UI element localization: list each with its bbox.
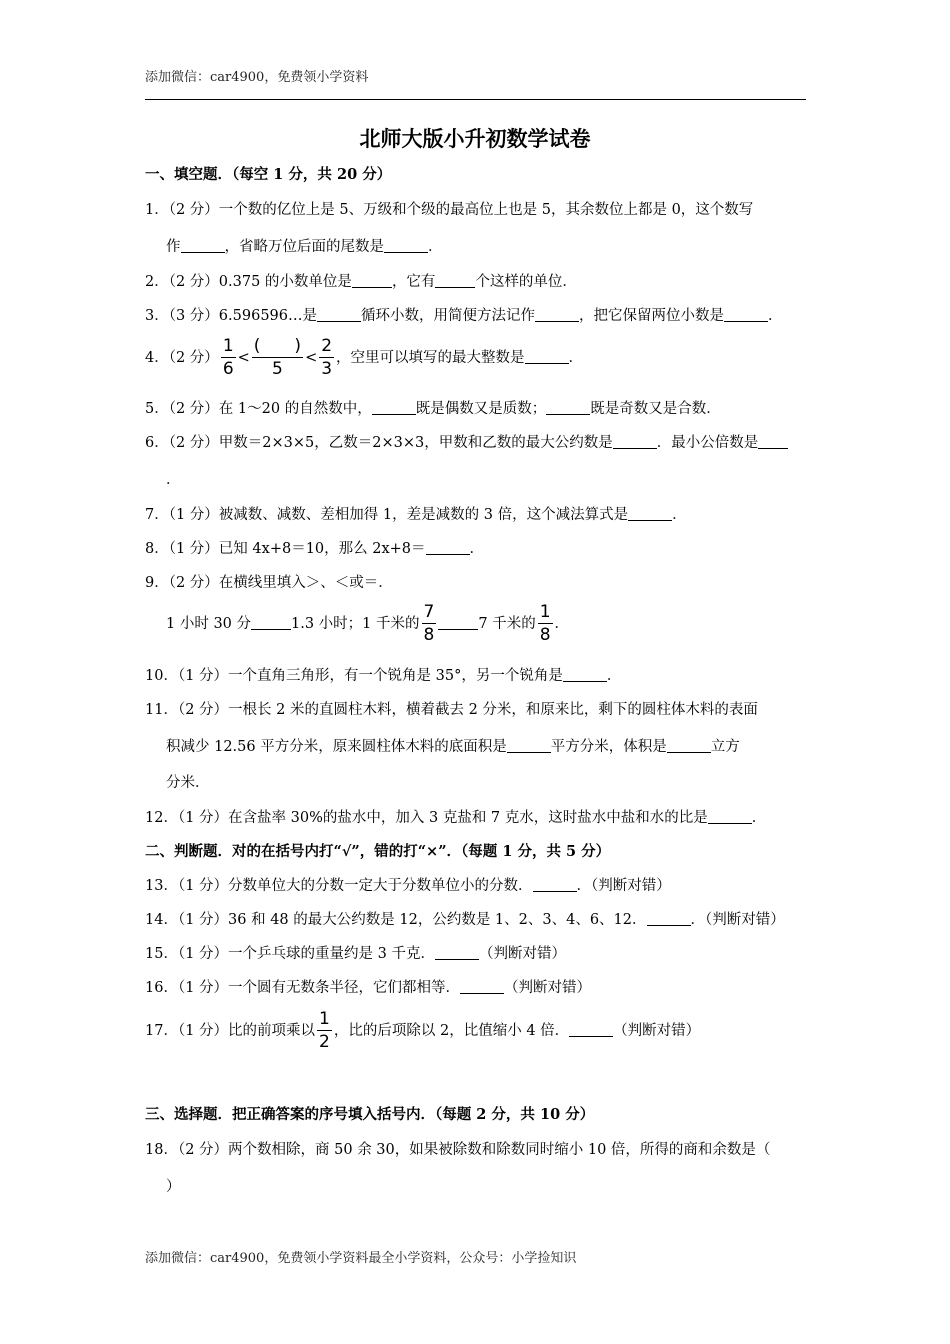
question-18-line-2: ） bbox=[166, 1179, 181, 1195]
fraction: $\frac{1}{2}$ bbox=[319, 1009, 330, 1052]
question-11-line-3: 分米． bbox=[166, 775, 210, 791]
answer-blank[interactable] bbox=[317, 307, 361, 322]
answer-blank[interactable] bbox=[372, 400, 416, 415]
section-fill-heading: 一、填空题．（每空 1 分，共 20 分） bbox=[145, 166, 392, 183]
question-6-line-1: 6．（2 分）甲数＝2×3×5，乙数＝2×3×3，甲数和乙数的最大公约数是 ．最小公倍数是 bbox=[145, 431, 788, 452]
answer-blank[interactable] bbox=[384, 238, 428, 253]
answer-blank[interactable] bbox=[628, 506, 672, 521]
question-1-line-2: 作 ，省略万位后面的尾数是 ． bbox=[166, 239, 443, 255]
answer-blank[interactable] bbox=[435, 945, 479, 960]
question-11-line-1: 11．（2 分）一根长 2 米的直圆柱木料，横着截去 2 分米，和原来比，剩下的圆柱体木料的表面 bbox=[145, 702, 758, 718]
answer-blank[interactable] bbox=[426, 540, 470, 555]
answer-blank[interactable] bbox=[181, 238, 225, 253]
footer-note: 添加微信：car4900，免费领小学资料最全小学资料，公众号：小学捡知识 bbox=[145, 1251, 577, 1266]
question-12: 12．（1 分）在含盐率 30%的盐水中，加入 3 克盐和 7 克水，这时盐水中盐和水的比是 ． bbox=[145, 810, 767, 826]
answer-blank[interactable] bbox=[525, 349, 569, 364]
answer-blank[interactable] bbox=[460, 979, 504, 994]
question-13: 13．（1 分）分数单位大的分数一定大于分数单位小的分数． ．（判断对错） bbox=[145, 878, 671, 894]
page-title: 北师大版小升初数学试卷 bbox=[359, 126, 591, 151]
question-2: 2．（2 分）0.375 的小数单位是 ，它有 个这样的单位． bbox=[145, 274, 577, 290]
question-9-line-1: 9．（2 分）在横线里填入＞、＜或＝． bbox=[145, 575, 393, 591]
question-11-line-2: 积减少 12.56 平方分米，原来圆柱体木料的底面积是 平方分米，体积是 立方 bbox=[166, 739, 740, 755]
question-18-line-1: 18．（2 分）两个数相除，商 50 余 30，如果被除数和除数同时缩小 10 倍，所得的商和余数是（ bbox=[145, 1142, 771, 1158]
answer-blank[interactable] bbox=[507, 738, 551, 753]
answer-blank[interactable] bbox=[724, 307, 768, 322]
answer-blank[interactable] bbox=[758, 434, 788, 449]
answer-blank[interactable] bbox=[667, 738, 711, 753]
section-choice-heading: 三、选择题．把正确答案的序号填入括号内．（每题 2 分，共 10 分） bbox=[145, 1106, 595, 1123]
answer-blank[interactable] bbox=[251, 615, 291, 630]
question-4: 4．（2 分） $\frac{1}{6}$ < $\frac{( )}{5}$ < $\frac{2}{3}$ ，空里可以填写的最大整数是 ． bbox=[145, 336, 584, 379]
question-5: 5．（2 分）在 1～20 的自然数中， 既是偶数又是质数； 既是奇数又是合数． bbox=[145, 401, 721, 417]
fraction-blank[interactable]: $\frac{( )}{5}$ bbox=[253, 336, 302, 379]
fraction: $\frac{2}{3}$ bbox=[321, 336, 333, 379]
question-8: 8．（1 分）已知 4x+8＝10，那么 2x+8＝ ． bbox=[145, 541, 485, 557]
answer-blank[interactable] bbox=[647, 911, 691, 926]
answer-blank[interactable] bbox=[352, 273, 392, 288]
question-10: 10．（1 分）一个直角三角形，有一个锐角是 35°，另一个锐角是 ． bbox=[145, 668, 622, 684]
answer-blank[interactable] bbox=[569, 1022, 613, 1037]
section-judge-heading: 二、判断题．对的在括号内打“√”，错的打“×”．（每题 1 分，共 5 分） bbox=[145, 843, 611, 860]
fraction: $\frac{1}{8}$ bbox=[539, 602, 551, 645]
answer-blank[interactable] bbox=[708, 809, 752, 824]
answer-blank[interactable] bbox=[546, 400, 590, 415]
header-divider bbox=[145, 99, 806, 100]
question-7: 7．（1 分）被减数、减数、差相加得 1，差是减数的 3 倍，这个减法算式是 ． bbox=[145, 507, 687, 523]
question-16: 16．（1 分）一个圆有无数条半径，它们都相等． （判断对错） bbox=[145, 980, 592, 996]
answer-blank[interactable] bbox=[613, 434, 657, 449]
answer-blank[interactable] bbox=[563, 667, 607, 682]
answer-blank[interactable] bbox=[533, 877, 577, 892]
question-6-line-2: ． bbox=[166, 472, 181, 488]
question-17: 17．（1 分）比的前项乘以 $\frac{1}{2}$ ，比的后项除以 2，比值缩小 4 倍． （判断对错） bbox=[145, 1009, 701, 1052]
answer-blank[interactable] bbox=[535, 307, 579, 322]
fraction: $\frac{1}{6}$ bbox=[222, 336, 234, 379]
fraction: $\frac{7}{8}$ bbox=[423, 602, 435, 645]
question-3: 3．（3 分）6.596596…是 循环小数，用简便方法记作 ，把它保留两位小数是 ． bbox=[145, 308, 783, 324]
question-14: 14．（1 分）36 和 48 的最大公约数是 12，公约数是 1、2、3、4、6、12． ．（判断对错） bbox=[145, 912, 785, 928]
answer-blank[interactable] bbox=[435, 273, 475, 288]
header-note: 添加微信：car4900，免费领小学资料 bbox=[145, 70, 369, 85]
answer-blank[interactable] bbox=[438, 615, 478, 630]
question-1-line-1: 1．（2 分）一个数的亿位上是 5、万级和个级的最高位上也是 5，其余数位上都是 0，这个数写 bbox=[145, 202, 754, 218]
question-15: 15．（1 分）一个乒乓球的重量约是 3 千克． （判断对错） bbox=[145, 946, 566, 962]
question-9-line-2: 1 小时 30 分 1.3 小时；1 千米的 $\frac{7}{8}$ 7 千米的 $\frac{1}{8}$ ． bbox=[166, 602, 570, 645]
